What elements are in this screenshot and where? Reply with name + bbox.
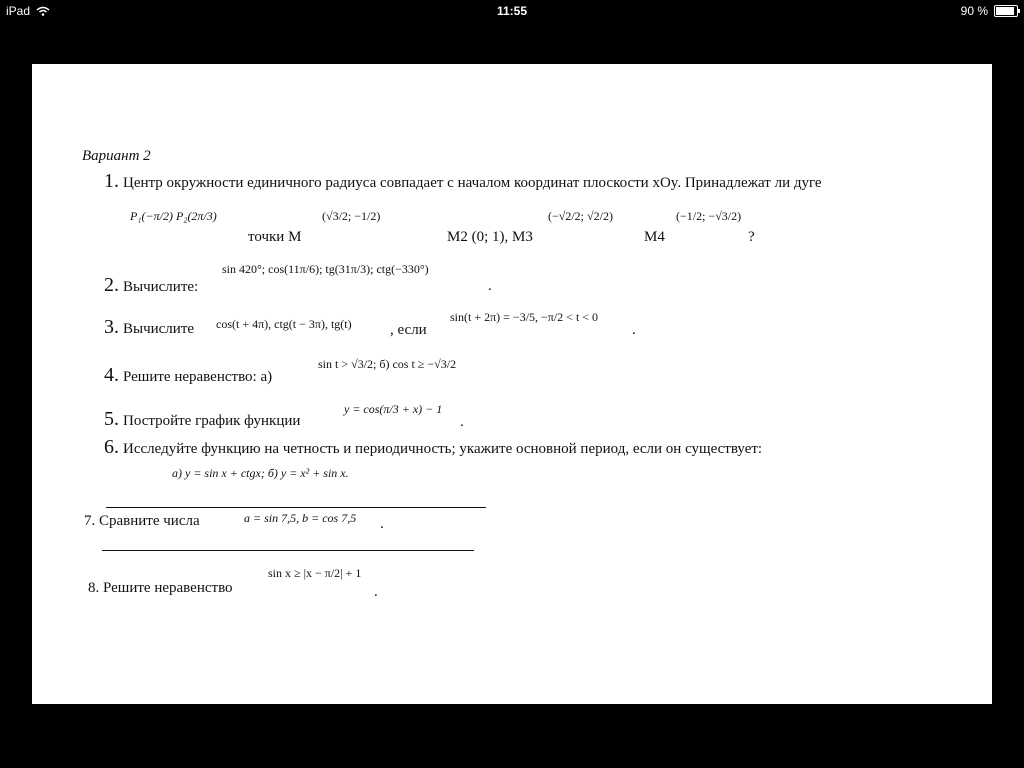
document-page: Вариант 2 1. Центр окружности единичного радиуса совпадает с началом координат плоскости xOy. Принадлежат ли дуге P₁(−π/2) P₂(2π/3) точки M (√3/2; −1/2) M2 (0; 1), M3 (−√2/2; √2/2) M4 (−1/2; −√3/2) ? 2. Вычислите: sin 420°; cos(11π/6); tg(31π/3); ctg(−330°) . 3. Вычислите cos(t + 4π), ctg(t − 3π), tg(t) , если sin(t + 2π) = −3/5, −π/2 < t < 0 . 4. Решите неравенство: а) sin t > √3/2; б) cos t ≥ −√3/2 5. Постройте график функции y = cos(π/3 + x) − 1 . 6. Исследуйте функцию на четность и периодичность; укажите основной период, если он существует: а) y = sin x + ctgx; б) y = x² + sin x. 7. Сравните числа a = sin 7,5, b = cos 7,5 . 8. Решите неравенство sin x ≥ |x − π/2| + 1 . [32,64,992,704]
task-1-m4: (−1/2; −√3/2) [676,209,742,223]
task-2: 2. Вычислите: [104,274,199,296]
task-7-text: Сравните числа [99,513,200,529]
battery-icon [994,5,1018,17]
task-1-m1: (√3/2; −1/2) [322,209,381,223]
task-8-expr: sin x ≥ |x − π/2| + 1 [268,566,362,580]
device-name: iPad [6,4,31,18]
task-3-if: , если [390,322,427,338]
task-1-m4-label: M4 [644,229,665,245]
task-3-text: Вычислите [123,321,195,337]
status-bar [0,0,1024,22]
task-6: 6. Исследуйте функцию на четность и периодичность; укажите основной период, если он существует: [104,436,763,458]
task-4-expr: sin t > √3/2; б) cos t ≥ −√3/2 [318,357,457,371]
task-2-expr: sin 420°; cos(11π/6); tg(31π/3); ctg(−330°) [222,262,429,276]
task-3: 3. Вычислите [104,316,195,338]
task-1-points-label: точки M [248,229,302,245]
task-1: 1. Центр окружности единичного радиуса совпадает с началом координат плоскости xOy. Принадлежат ли дуге [104,170,822,192]
variant-title: Вариант 2 [82,148,151,164]
task-6-text: Исследуйте функцию на четность и периодичность; укажите основной период, если он существует: [123,441,763,457]
divider-line [106,507,486,508]
task-2-text: Вычислите: [123,279,199,295]
task-1-m3: (−√2/2; √2/2) [548,209,613,223]
task-5-text: Постройте график функции [123,413,301,429]
task-7: 7. Сравните числа [84,513,200,529]
task-7-expr: a = sin 7,5, b = cos 7,5 [244,511,357,525]
task-5-expr: y = cos(π/3 + x) − 1 [344,402,443,416]
battery-percent: 90 % [960,4,988,18]
task-3-cond: sin(t + 2π) = −3/5, −π/2 < t < 0 [450,310,599,324]
task-4-text: Решите неравенство: а) [123,369,273,385]
task-3-expr: cos(t + 4π), ctg(t − 3π), tg(t) [216,317,352,331]
task-8: 8. Решите неравенство [88,580,233,596]
task-1-arc: P₁(−π/2) P₂(2π/3) [130,209,217,223]
task-1-m2: M2 (0; 1), M3 [447,229,533,245]
clock: 11:55 [496,4,528,18]
task-5: 5. Постройте график функции [104,408,301,430]
task-6-expr: а) y = sin x + ctgx; б) y = x² + sin x. [172,466,349,480]
task-1-text: Центр окружности единичного радиуса совпадает с началом координат плоскости xOy. Принадлежат ли дуге [123,175,822,191]
task-4: 4. Решите неравенство: а) [104,364,273,386]
divider-line [102,550,474,551]
task-8-text: Решите неравенство [103,580,233,596]
